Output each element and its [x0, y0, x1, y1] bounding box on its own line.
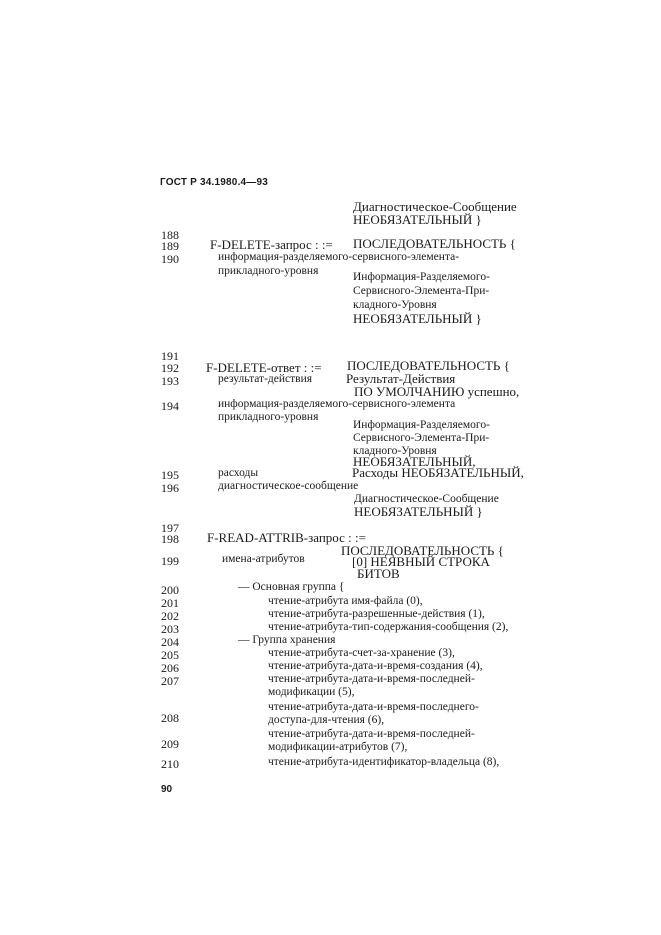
type-text: Расходы НЕОБЯЗАТЕЛЬНЫЙ,: [352, 465, 524, 480]
attribute-text: чтение-атрибута-разрешенные-действия (1),: [268, 608, 485, 620]
line-number: 196: [161, 481, 179, 495]
field-text: прикладного-уровня: [218, 411, 319, 423]
attribute-text: чтение-атрибута-дата-и-время-последней-: [268, 673, 475, 685]
type-text: Диагностическое-Сообщение: [354, 493, 499, 505]
definition-text: F-READ-ATTRIB-запрос : :=: [207, 530, 366, 545]
type-text: Сервисного-Элемента-При-: [353, 432, 490, 444]
attribute-text: чтение-атрибута-дата-и-время-последнего-: [268, 701, 479, 713]
line-number: 206: [161, 661, 179, 675]
field-text: информация-разделяемого-сервисного-элемента: [218, 398, 456, 410]
attribute-text: чтение-атрибута-дата-и-время-создания (4),: [268, 660, 483, 672]
field-text: результат-действия: [218, 373, 313, 385]
line-number: 197: [161, 521, 179, 535]
field-text: информация-разделяемого-сервисного-элемента-: [218, 251, 460, 263]
type-text: НЕОБЯЗАТЕЛЬНЫЙ }: [354, 504, 483, 519]
field-text: прикладного-уровня: [218, 265, 319, 277]
line-number: 188: [161, 228, 179, 242]
line-number: 190: [161, 252, 179, 266]
attribute-text: чтение-атрибута-дата-и-время-последней-: [268, 728, 475, 740]
type-text: БИТОВ: [357, 566, 400, 581]
line-number: 210: [161, 757, 179, 771]
type-text: Сервисного-Элемента-При-: [353, 285, 490, 297]
type-text: Информация-Разделяемого-: [353, 271, 490, 283]
type-text: НЕОБЯЗАТЕЛЬНЫЙ,: [353, 454, 476, 469]
line-number: 204: [161, 635, 179, 649]
type-text: НЕОБЯЗАТЕЛЬНЫЙ }: [353, 311, 482, 326]
group-text: — Основная группа {: [238, 581, 345, 593]
page-number: 90: [161, 784, 173, 795]
line-number: 208: [161, 711, 179, 725]
type-text: ПО УМОЛЧАНИЮ успешно,: [354, 384, 520, 399]
line-number: 209: [161, 737, 179, 751]
line-number: 205: [161, 648, 179, 662]
type-text: ПОСЛЕДОВАТЕЛЬНОСТЬ {: [347, 358, 510, 373]
attribute-text: чтение-атрибута-счет-за-хранение (3),: [268, 647, 455, 659]
attribute-text: чтение-атрибута-идентификатор-владельца (8),: [268, 756, 500, 768]
page-header: ГОСТ Р 34.1980.4—93: [160, 177, 269, 188]
line-number: 194: [161, 399, 179, 413]
type-text: Результат-Действия: [346, 371, 456, 386]
line-number: 192: [161, 361, 179, 375]
line-number: 201: [161, 596, 179, 610]
type-text: Диагностическое-Сообщение: [353, 199, 517, 214]
line-number: 200: [161, 583, 179, 597]
type-text: [0] НЕЯВНЫЙ СТРОКА: [352, 554, 490, 569]
line-number: 202: [161, 609, 179, 623]
line-number: 195: [161, 468, 179, 482]
attribute-text: доступа-для-чтения (6),: [268, 714, 385, 726]
field-text: диагностическое-сообщение: [218, 480, 359, 492]
attribute-text: модификации (5),: [268, 686, 355, 698]
attribute-text: модификации-атрибутов (7),: [268, 741, 408, 753]
type-text: кладного-Уровня: [353, 445, 437, 457]
type-text: ПОСЛЕДОВАТЕЛЬНОСТЬ {: [353, 236, 516, 251]
type-text: ПОСЛЕДОВАТЕЛЬНОСТЬ {: [341, 543, 504, 558]
type-text: НЕОБЯЗАТЕЛЬНЫЙ }: [353, 212, 482, 227]
definition-text: F-DELETE-запрос : :=: [210, 237, 333, 252]
line-number: 198: [161, 532, 179, 546]
definition-text: F-DELETE-ответ : :=: [206, 360, 322, 375]
line-number: 203: [161, 622, 179, 636]
field-text: имена-атрибутов: [222, 553, 305, 565]
line-number: 189: [161, 239, 179, 253]
type-text: Информация-Разделяемого-: [353, 419, 490, 431]
field-text: расходы: [218, 467, 259, 479]
line-number: 193: [161, 374, 179, 388]
line-number: 191: [161, 349, 179, 363]
group-text: — Группа хранения: [238, 634, 336, 646]
line-number: 207: [161, 674, 179, 688]
attribute-text: чтение-атрибута-тип-содержания-сообщения (2),: [268, 621, 509, 633]
attribute-text: чтение-атрибута имя-файла (0),: [268, 595, 423, 607]
line-number: 199: [161, 554, 179, 568]
type-text: кладного-Уровня: [353, 299, 437, 311]
